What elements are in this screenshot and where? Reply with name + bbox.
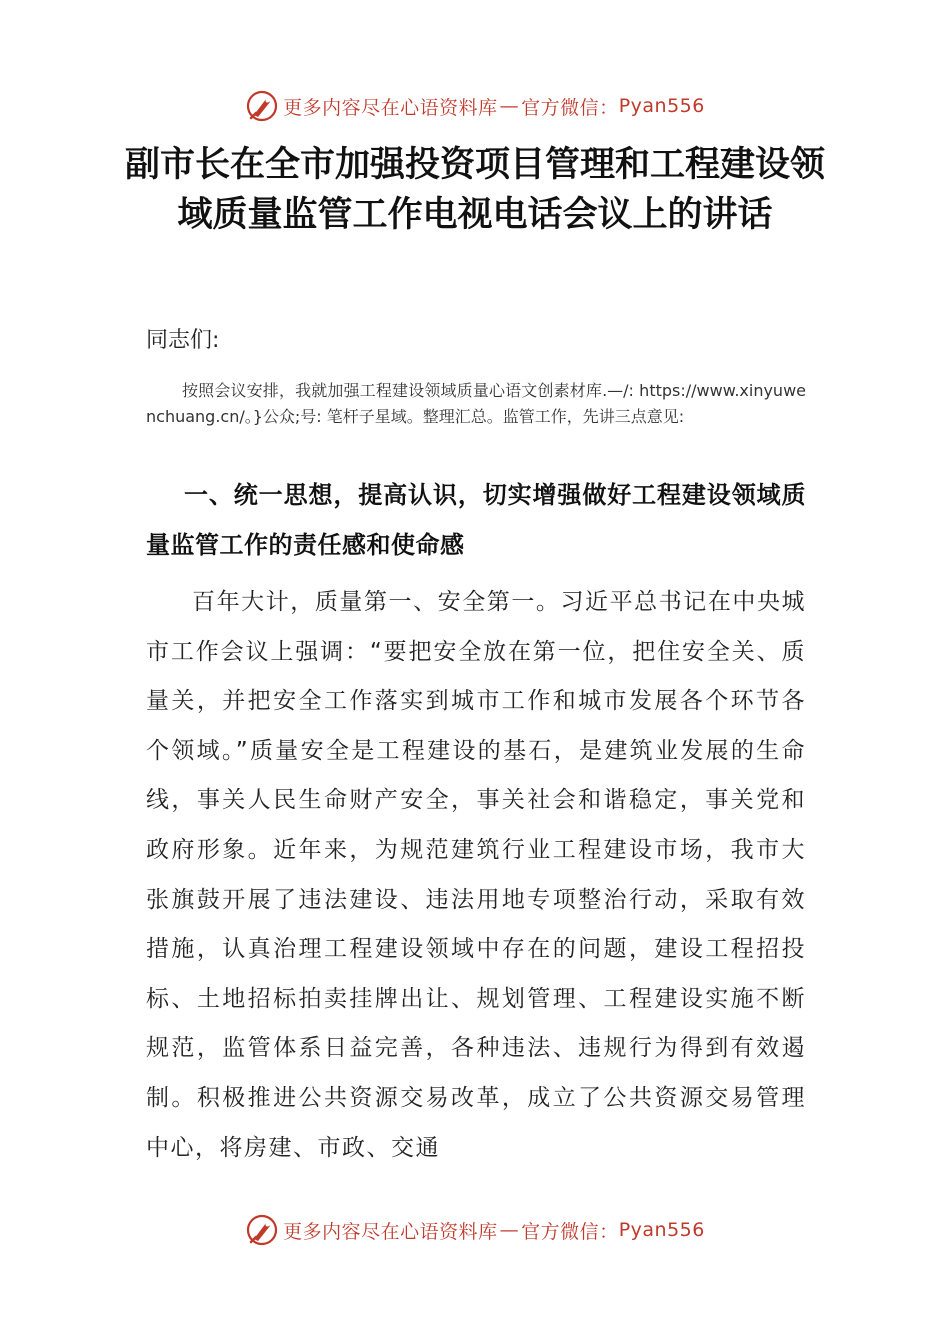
intro-paragraph: 按照会议安排，我就加强工程建设领域质量心语文创素材库.—/: https://www.xinyuwenchuang.cn/。}公众;号: 笔杆子星域。整理汇总。监管工作，先讲三点意见: xyxy=(146,381,806,426)
watermark-wechat-label: 官方微信： xyxy=(521,96,619,119)
body-paragraph: 百年大计，质量第一、安全第一。习近平总书记在中央城市工作会议上强调：“要把安全放在第一位，把住安全关、质量关，并把安全工作落实到城市工作和城市发展各个环节各个领域。”质量安全是工程建设的基石，是建筑业发展的生命线，事关人民生命财产安全，事关社会和谐稳定，事关党和政府形象。近年来，为规范建筑行业工程建设市场，我市大张旗鼓开展了违法建设、违法用地专项整治行动，采取有效措施，认真治理工程建设领域中存在的问题，建设工程招投标、土地招标拍卖挂牌出让、规划管理、工程建设实施不断规范，监管体系日益完善，各种违法、违规行为得到有效遏制。积极推进公共资源交易改革，成立了公共资源交易管理中心，将房建、市政、交通 xyxy=(146,589,806,1161)
watermark-separator: — xyxy=(499,1219,520,1241)
watermark-text: 更多内容尽在心语资料库 xyxy=(283,96,498,119)
watermark-wechat-label: 官方微信： xyxy=(521,1220,619,1243)
watermark-separator: — xyxy=(499,95,520,117)
watermark-wechat-id: Pyan556 xyxy=(618,1219,705,1241)
section-heading-1: 一、统一思想，提高认识，切实增强做好工程建设领域质量监管工作的责任感和使命感 xyxy=(146,480,806,559)
watermark-header xyxy=(0,88,950,124)
watermark-footer xyxy=(0,1212,950,1248)
watermark-text: 更多内容尽在心语资料库 xyxy=(283,1220,498,1243)
pen-nib-logo-icon xyxy=(245,89,279,123)
document-title: 副市长在全市加强投资项目管理和工程建设领域质量监管工作电视电话会议上的讲话 xyxy=(124,144,825,235)
watermark-wechat-id: Pyan556 xyxy=(618,95,705,117)
salutation: 同志们: xyxy=(146,328,220,353)
pen-nib-logo-icon xyxy=(245,1213,279,1247)
